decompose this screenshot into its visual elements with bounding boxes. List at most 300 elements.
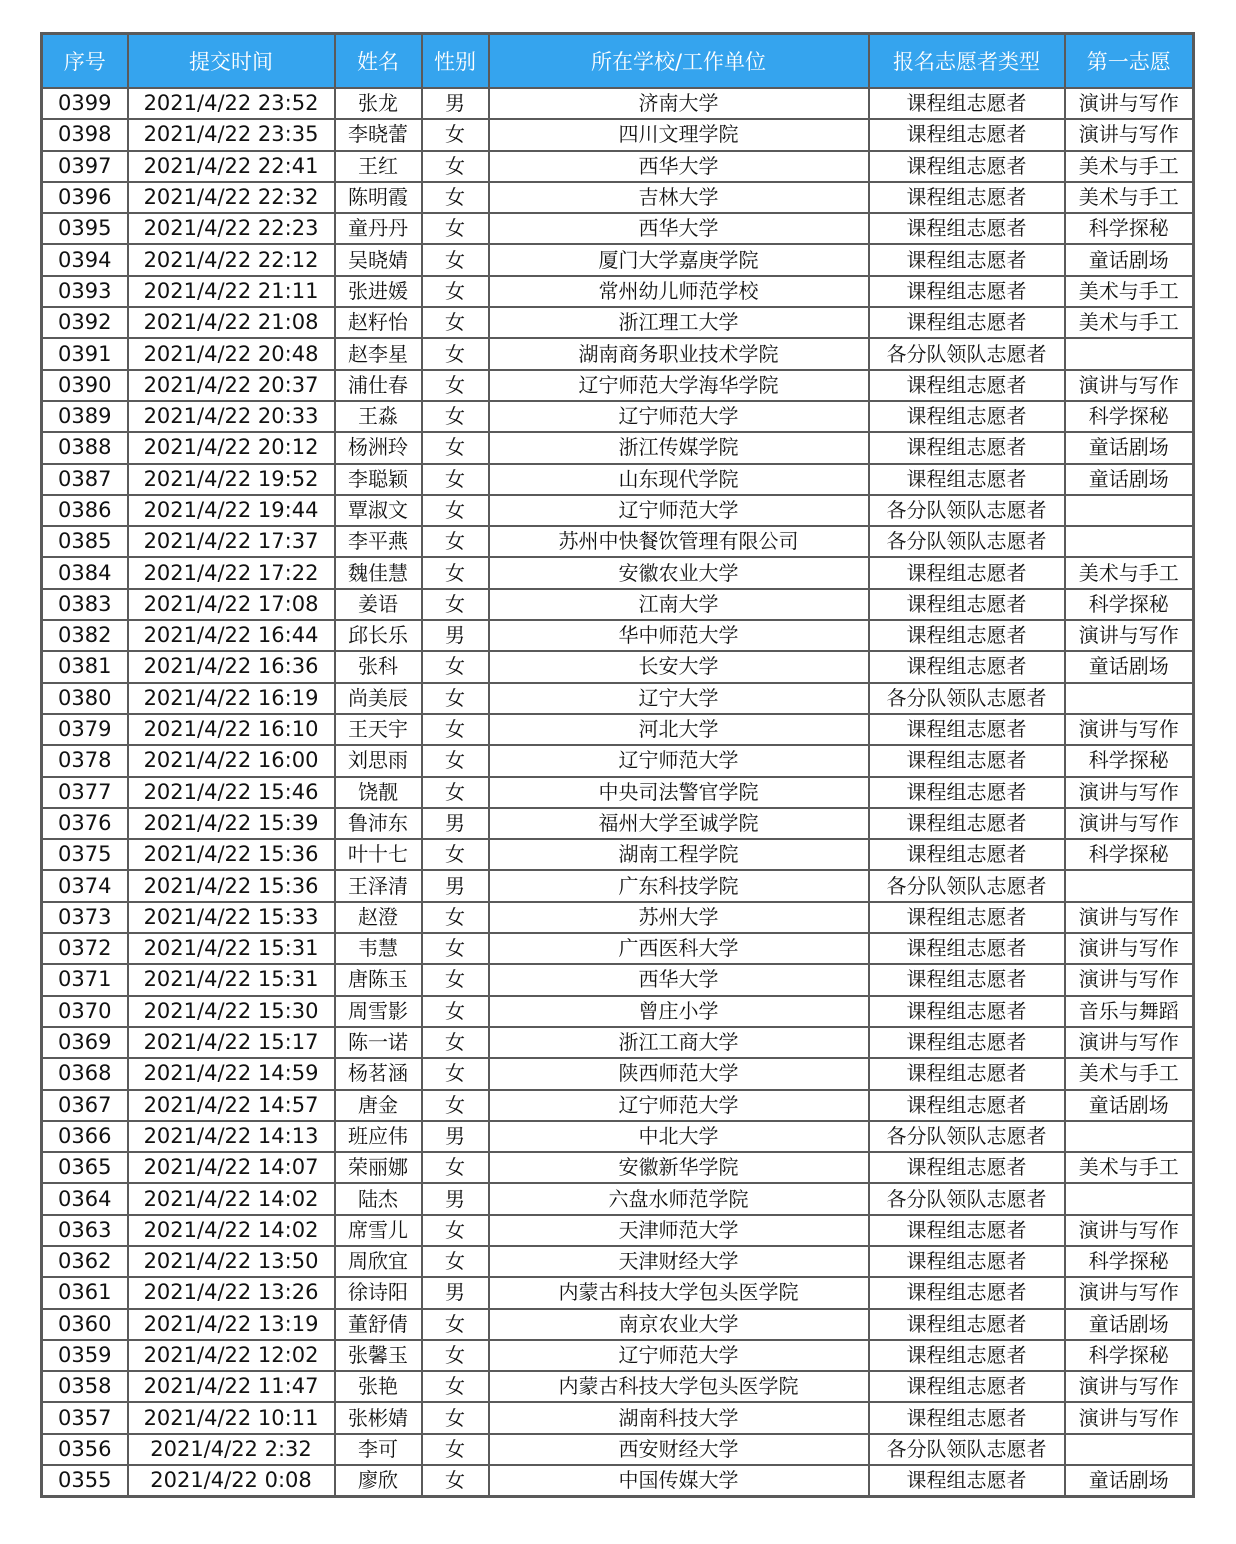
cell-school: 江南大学 bbox=[489, 589, 869, 620]
cell-first-choice: 演讲与写作 bbox=[1065, 964, 1194, 995]
cell-gender: 女 bbox=[422, 526, 489, 557]
table-row bbox=[42, 933, 1194, 964]
cell-volunteer-type: 课程组志愿者 bbox=[869, 1277, 1065, 1308]
cell-school: 中北大学 bbox=[489, 1121, 869, 1152]
cell-gender: 女 bbox=[422, 1090, 489, 1121]
cell-id: 0361 bbox=[42, 1277, 128, 1308]
cell-first-choice bbox=[1065, 1183, 1194, 1214]
cell-school: 苏州中快餐饮管理有限公司 bbox=[489, 526, 869, 557]
cell-volunteer-type: 课程组志愿者 bbox=[869, 88, 1065, 119]
cell-first-choice: 科学探秘 bbox=[1065, 839, 1194, 870]
cell-gender: 女 bbox=[422, 964, 489, 995]
table-row bbox=[42, 777, 1194, 808]
cell-submit-time: 2021/4/22 11:47 bbox=[128, 1371, 335, 1402]
cell-volunteer-type: 课程组志愿者 bbox=[869, 1246, 1065, 1277]
cell-first-choice: 童话剧场 bbox=[1065, 1309, 1194, 1340]
cell-volunteer-type: 课程组志愿者 bbox=[869, 808, 1065, 839]
cell-id: 0357 bbox=[42, 1402, 128, 1433]
col-header-name: 姓名 bbox=[335, 34, 422, 89]
table-header bbox=[42, 34, 1194, 89]
cell-submit-time: 2021/4/22 21:11 bbox=[128, 276, 335, 307]
cell-submit-time: 2021/4/22 17:22 bbox=[128, 557, 335, 588]
cell-gender: 女 bbox=[422, 651, 489, 682]
cell-first-choice: 童话剧场 bbox=[1065, 244, 1194, 275]
cell-volunteer-type: 课程组志愿者 bbox=[869, 1152, 1065, 1183]
cell-id: 0398 bbox=[42, 119, 128, 150]
cell-gender: 女 bbox=[422, 1434, 489, 1465]
cell-id: 0399 bbox=[42, 88, 128, 119]
cell-gender: 女 bbox=[422, 182, 489, 213]
cell-first-choice: 美术与手工 bbox=[1065, 1058, 1194, 1089]
cell-id: 0359 bbox=[42, 1340, 128, 1371]
cell-id: 0374 bbox=[42, 870, 128, 901]
cell-name: 李平燕 bbox=[335, 526, 422, 557]
cell-school: 华中师范大学 bbox=[489, 620, 869, 651]
cell-school: 陕西师范大学 bbox=[489, 1058, 869, 1089]
table-row bbox=[42, 1058, 1194, 1089]
cell-volunteer-type: 各分队领队志愿者 bbox=[869, 1183, 1065, 1214]
cell-first-choice bbox=[1065, 526, 1194, 557]
table-row bbox=[42, 902, 1194, 933]
cell-submit-time: 2021/4/22 22:12 bbox=[128, 244, 335, 275]
cell-submit-time: 2021/4/22 15:31 bbox=[128, 964, 335, 995]
cell-volunteer-type: 各分队领队志愿者 bbox=[869, 1434, 1065, 1465]
cell-school: 西华大学 bbox=[489, 964, 869, 995]
cell-school: 西安财经大学 bbox=[489, 1434, 869, 1465]
cell-first-choice: 演讲与写作 bbox=[1065, 88, 1194, 119]
cell-volunteer-type: 课程组志愿者 bbox=[869, 902, 1065, 933]
cell-school: 安徽新华学院 bbox=[489, 1152, 869, 1183]
cell-gender: 男 bbox=[422, 1121, 489, 1152]
cell-id: 0366 bbox=[42, 1121, 128, 1152]
cell-submit-time: 2021/4/22 17:37 bbox=[128, 526, 335, 557]
cell-submit-time: 2021/4/22 15:31 bbox=[128, 933, 335, 964]
cell-first-choice: 美术与手工 bbox=[1065, 557, 1194, 588]
cell-volunteer-type: 课程组志愿者 bbox=[869, 933, 1065, 964]
cell-name: 周雪影 bbox=[335, 996, 422, 1027]
cell-school: 南京农业大学 bbox=[489, 1309, 869, 1340]
cell-id: 0364 bbox=[42, 1183, 128, 1214]
cell-submit-time: 2021/4/22 15:30 bbox=[128, 996, 335, 1027]
cell-gender: 女 bbox=[422, 307, 489, 338]
cell-id: 0381 bbox=[42, 651, 128, 682]
table-row bbox=[42, 244, 1194, 275]
cell-id: 0380 bbox=[42, 683, 128, 714]
table-row bbox=[42, 464, 1194, 495]
table-row bbox=[42, 589, 1194, 620]
cell-volunteer-type: 课程组志愿者 bbox=[869, 557, 1065, 588]
table-body bbox=[42, 88, 1194, 1497]
cell-first-choice: 演讲与写作 bbox=[1065, 714, 1194, 745]
table-row bbox=[42, 88, 1194, 119]
cell-school: 辽宁师范大学 bbox=[489, 1340, 869, 1371]
table-row bbox=[42, 151, 1194, 182]
table-row bbox=[42, 495, 1194, 526]
cell-volunteer-type: 各分队领队志愿者 bbox=[869, 870, 1065, 901]
table-row bbox=[42, 1434, 1194, 1465]
cell-submit-time: 2021/4/22 15:46 bbox=[128, 777, 335, 808]
cell-first-choice: 美术与手工 bbox=[1065, 182, 1194, 213]
cell-gender: 女 bbox=[422, 1215, 489, 1246]
table-row bbox=[42, 213, 1194, 244]
cell-gender: 女 bbox=[422, 1402, 489, 1433]
cell-school: 济南大学 bbox=[489, 88, 869, 119]
cell-gender: 女 bbox=[422, 276, 489, 307]
cell-name: 赵澄 bbox=[335, 902, 422, 933]
cell-name: 唐金 bbox=[335, 1090, 422, 1121]
cell-first-choice bbox=[1065, 495, 1194, 526]
cell-name: 陆杰 bbox=[335, 1183, 422, 1214]
table-row bbox=[42, 1152, 1194, 1183]
cell-gender: 女 bbox=[422, 338, 489, 369]
table-row bbox=[42, 1340, 1194, 1371]
cell-id: 0384 bbox=[42, 557, 128, 588]
cell-first-choice: 童话剧场 bbox=[1065, 432, 1194, 463]
cell-id: 0388 bbox=[42, 432, 128, 463]
cell-volunteer-type: 课程组志愿者 bbox=[869, 276, 1065, 307]
cell-gender: 女 bbox=[422, 777, 489, 808]
cell-school: 中国传媒大学 bbox=[489, 1465, 869, 1497]
cell-submit-time: 2021/4/22 23:52 bbox=[128, 88, 335, 119]
cell-volunteer-type: 课程组志愿者 bbox=[869, 1402, 1065, 1433]
cell-volunteer-type: 课程组志愿者 bbox=[869, 1309, 1065, 1340]
cell-gender: 女 bbox=[422, 119, 489, 150]
cell-first-choice: 演讲与写作 bbox=[1065, 1277, 1194, 1308]
cell-id: 0368 bbox=[42, 1058, 128, 1089]
cell-first-choice: 演讲与写作 bbox=[1065, 119, 1194, 150]
cell-volunteer-type: 课程组志愿者 bbox=[869, 745, 1065, 776]
table-row bbox=[42, 1309, 1194, 1340]
cell-school: 中央司法警官学院 bbox=[489, 777, 869, 808]
cell-name: 张艳 bbox=[335, 1371, 422, 1402]
cell-gender: 女 bbox=[422, 1371, 489, 1402]
cell-gender: 男 bbox=[422, 1183, 489, 1214]
cell-id: 0356 bbox=[42, 1434, 128, 1465]
cell-school: 曾庄小学 bbox=[489, 996, 869, 1027]
cell-submit-time: 2021/4/22 14:59 bbox=[128, 1058, 335, 1089]
cell-gender: 女 bbox=[422, 495, 489, 526]
cell-school: 六盘水师范学院 bbox=[489, 1183, 869, 1214]
cell-volunteer-type: 课程组志愿者 bbox=[869, 1215, 1065, 1246]
cell-first-choice: 童话剧场 bbox=[1065, 1090, 1194, 1121]
cell-name: 韦慧 bbox=[335, 933, 422, 964]
cell-submit-time: 2021/4/22 15:36 bbox=[128, 870, 335, 901]
cell-name: 陈明霞 bbox=[335, 182, 422, 213]
cell-school: 辽宁师范大学 bbox=[489, 495, 869, 526]
cell-submit-time: 2021/4/22 10:11 bbox=[128, 1402, 335, 1433]
cell-first-choice: 演讲与写作 bbox=[1065, 933, 1194, 964]
cell-id: 0387 bbox=[42, 464, 128, 495]
cell-submit-time: 2021/4/22 13:50 bbox=[128, 1246, 335, 1277]
cell-volunteer-type: 课程组志愿者 bbox=[869, 964, 1065, 995]
cell-id: 0367 bbox=[42, 1090, 128, 1121]
cell-submit-time: 2021/4/22 16:36 bbox=[128, 651, 335, 682]
cell-volunteer-type: 课程组志愿者 bbox=[869, 213, 1065, 244]
cell-first-choice: 科学探秘 bbox=[1065, 1246, 1194, 1277]
cell-id: 0397 bbox=[42, 151, 128, 182]
cell-school: 吉林大学 bbox=[489, 182, 869, 213]
table-row bbox=[42, 1183, 1194, 1214]
cell-id: 0365 bbox=[42, 1152, 128, 1183]
cell-school: 辽宁师范大学 bbox=[489, 745, 869, 776]
cell-id: 0362 bbox=[42, 1246, 128, 1277]
cell-submit-time: 2021/4/22 19:44 bbox=[128, 495, 335, 526]
table-row bbox=[42, 651, 1194, 682]
cell-name: 徐诗阳 bbox=[335, 1277, 422, 1308]
cell-name: 杨茗涵 bbox=[335, 1058, 422, 1089]
cell-name: 尚美辰 bbox=[335, 683, 422, 714]
col-header-school: 所在学校/工作单位 bbox=[489, 34, 869, 89]
cell-name: 王红 bbox=[335, 151, 422, 182]
cell-first-choice: 美术与手工 bbox=[1065, 1152, 1194, 1183]
cell-gender: 女 bbox=[422, 714, 489, 745]
cell-first-choice: 演讲与写作 bbox=[1065, 1215, 1194, 1246]
cell-id: 0375 bbox=[42, 839, 128, 870]
table-row bbox=[42, 432, 1194, 463]
cell-first-choice: 美术与手工 bbox=[1065, 307, 1194, 338]
table-row bbox=[42, 1402, 1194, 1433]
cell-name: 覃淑文 bbox=[335, 495, 422, 526]
table-row bbox=[42, 1090, 1194, 1121]
cell-id: 0390 bbox=[42, 370, 128, 401]
cell-first-choice: 演讲与写作 bbox=[1065, 808, 1194, 839]
cell-name: 陈一诺 bbox=[335, 1027, 422, 1058]
cell-submit-time: 2021/4/22 22:23 bbox=[128, 213, 335, 244]
cell-submit-time: 2021/4/22 19:52 bbox=[128, 464, 335, 495]
cell-submit-time: 2021/4/22 13:26 bbox=[128, 1277, 335, 1308]
col-header-first-choice: 第一志愿 bbox=[1065, 34, 1194, 89]
cell-name: 童丹丹 bbox=[335, 213, 422, 244]
cell-school: 天津师范大学 bbox=[489, 1215, 869, 1246]
col-header-id: 序号 bbox=[42, 34, 128, 89]
cell-name: 王泽清 bbox=[335, 870, 422, 901]
cell-first-choice: 科学探秘 bbox=[1065, 213, 1194, 244]
cell-volunteer-type: 课程组志愿者 bbox=[869, 589, 1065, 620]
cell-submit-time: 2021/4/22 20:12 bbox=[128, 432, 335, 463]
cell-name: 唐陈玉 bbox=[335, 964, 422, 995]
table-row bbox=[42, 119, 1194, 150]
cell-name: 叶十七 bbox=[335, 839, 422, 870]
cell-id: 0372 bbox=[42, 933, 128, 964]
cell-gender: 女 bbox=[422, 1246, 489, 1277]
cell-first-choice: 演讲与写作 bbox=[1065, 1371, 1194, 1402]
cell-school: 苏州大学 bbox=[489, 902, 869, 933]
cell-volunteer-type: 课程组志愿者 bbox=[869, 996, 1065, 1027]
table-row bbox=[42, 401, 1194, 432]
table-row bbox=[42, 1246, 1194, 1277]
cell-school: 河北大学 bbox=[489, 714, 869, 745]
cell-school: 浙江传媒学院 bbox=[489, 432, 869, 463]
cell-volunteer-type: 课程组志愿者 bbox=[869, 620, 1065, 651]
cell-first-choice: 美术与手工 bbox=[1065, 151, 1194, 182]
cell-name: 李可 bbox=[335, 1434, 422, 1465]
cell-school: 内蒙古科技大学包头医学院 bbox=[489, 1371, 869, 1402]
cell-school: 湖南商务职业技术学院 bbox=[489, 338, 869, 369]
cell-gender: 女 bbox=[422, 370, 489, 401]
cell-volunteer-type: 课程组志愿者 bbox=[869, 307, 1065, 338]
cell-submit-time: 2021/4/22 14:07 bbox=[128, 1152, 335, 1183]
cell-volunteer-type: 课程组志愿者 bbox=[869, 1090, 1065, 1121]
cell-name: 赵李星 bbox=[335, 338, 422, 369]
cell-first-choice: 演讲与写作 bbox=[1065, 777, 1194, 808]
cell-volunteer-type: 课程组志愿者 bbox=[869, 714, 1065, 745]
cell-volunteer-type: 课程组志愿者 bbox=[869, 1340, 1065, 1371]
cell-volunteer-type: 课程组志愿者 bbox=[869, 119, 1065, 150]
cell-first-choice: 童话剧场 bbox=[1065, 651, 1194, 682]
cell-name: 董舒倩 bbox=[335, 1309, 422, 1340]
cell-name: 张彬婧 bbox=[335, 1402, 422, 1433]
cell-submit-time: 2021/4/22 22:41 bbox=[128, 151, 335, 182]
cell-submit-time: 2021/4/22 20:33 bbox=[128, 401, 335, 432]
cell-gender: 男 bbox=[422, 870, 489, 901]
col-header-volunteer-type: 报名志愿者类型 bbox=[869, 34, 1065, 89]
cell-submit-time: 2021/4/22 14:02 bbox=[128, 1215, 335, 1246]
table-row bbox=[42, 1215, 1194, 1246]
cell-school: 厦门大学嘉庚学院 bbox=[489, 244, 869, 275]
cell-volunteer-type: 课程组志愿者 bbox=[869, 839, 1065, 870]
cell-name: 廖欣 bbox=[335, 1465, 422, 1497]
cell-name: 浦仕春 bbox=[335, 370, 422, 401]
cell-volunteer-type: 课程组志愿者 bbox=[869, 244, 1065, 275]
cell-gender: 女 bbox=[422, 1309, 489, 1340]
cell-name: 张龙 bbox=[335, 88, 422, 119]
cell-id: 0393 bbox=[42, 276, 128, 307]
cell-submit-time: 2021/4/22 13:19 bbox=[128, 1309, 335, 1340]
cell-id: 0391 bbox=[42, 338, 128, 369]
header-row bbox=[42, 34, 1194, 89]
table-row bbox=[42, 526, 1194, 557]
cell-id: 0396 bbox=[42, 182, 128, 213]
cell-first-choice: 童话剧场 bbox=[1065, 1465, 1194, 1497]
cell-volunteer-type: 各分队领队志愿者 bbox=[869, 495, 1065, 526]
cell-gender: 女 bbox=[422, 1340, 489, 1371]
cell-volunteer-type: 课程组志愿者 bbox=[869, 1371, 1065, 1402]
cell-school: 辽宁大学 bbox=[489, 683, 869, 714]
cell-volunteer-type: 各分队领队志愿者 bbox=[869, 683, 1065, 714]
cell-gender: 女 bbox=[422, 933, 489, 964]
cell-volunteer-type: 课程组志愿者 bbox=[869, 370, 1065, 401]
table-row bbox=[42, 182, 1194, 213]
cell-gender: 女 bbox=[422, 996, 489, 1027]
cell-id: 0376 bbox=[42, 808, 128, 839]
cell-name: 李晓蕾 bbox=[335, 119, 422, 150]
cell-gender: 女 bbox=[422, 902, 489, 933]
cell-first-choice: 演讲与写作 bbox=[1065, 370, 1194, 401]
cell-name: 王天宇 bbox=[335, 714, 422, 745]
table-row bbox=[42, 964, 1194, 995]
cell-first-choice: 科学探秘 bbox=[1065, 1340, 1194, 1371]
cell-school: 内蒙古科技大学包头医学院 bbox=[489, 1277, 869, 1308]
cell-id: 0373 bbox=[42, 902, 128, 933]
cell-submit-time: 2021/4/22 14:57 bbox=[128, 1090, 335, 1121]
col-header-submit-time: 提交时间 bbox=[128, 34, 335, 89]
cell-name: 鲁沛东 bbox=[335, 808, 422, 839]
cell-school: 浙江理工大学 bbox=[489, 307, 869, 338]
cell-gender: 女 bbox=[422, 839, 489, 870]
table-row bbox=[42, 714, 1194, 745]
table-row bbox=[42, 1371, 1194, 1402]
cell-name: 吴晓婧 bbox=[335, 244, 422, 275]
cell-name: 刘思雨 bbox=[335, 745, 422, 776]
cell-first-choice: 科学探秘 bbox=[1065, 401, 1194, 432]
cell-first-choice bbox=[1065, 1434, 1194, 1465]
cell-id: 0394 bbox=[42, 244, 128, 275]
cell-submit-time: 2021/4/22 15:33 bbox=[128, 902, 335, 933]
cell-gender: 男 bbox=[422, 620, 489, 651]
cell-id: 0389 bbox=[42, 401, 128, 432]
cell-school: 辽宁师范大学海华学院 bbox=[489, 370, 869, 401]
cell-gender: 女 bbox=[422, 1058, 489, 1089]
cell-name: 杨洲玲 bbox=[335, 432, 422, 463]
table-row bbox=[42, 1277, 1194, 1308]
cell-gender: 女 bbox=[422, 151, 489, 182]
cell-first-choice bbox=[1065, 870, 1194, 901]
cell-name: 席雪儿 bbox=[335, 1215, 422, 1246]
table-row bbox=[42, 557, 1194, 588]
cell-volunteer-type: 各分队领队志愿者 bbox=[869, 338, 1065, 369]
cell-gender: 女 bbox=[422, 557, 489, 588]
cell-school: 西华大学 bbox=[489, 213, 869, 244]
cell-id: 0360 bbox=[42, 1309, 128, 1340]
cell-submit-time: 2021/4/22 15:17 bbox=[128, 1027, 335, 1058]
cell-first-choice: 音乐与舞蹈 bbox=[1065, 996, 1194, 1027]
cell-volunteer-type: 课程组志愿者 bbox=[869, 777, 1065, 808]
table-row bbox=[42, 870, 1194, 901]
cell-school: 浙江工商大学 bbox=[489, 1027, 869, 1058]
cell-gender: 男 bbox=[422, 88, 489, 119]
cell-first-choice bbox=[1065, 683, 1194, 714]
cell-name: 姜语 bbox=[335, 589, 422, 620]
cell-volunteer-type: 课程组志愿者 bbox=[869, 651, 1065, 682]
table-row bbox=[42, 276, 1194, 307]
cell-name: 班应伟 bbox=[335, 1121, 422, 1152]
cell-school: 广西医科大学 bbox=[489, 933, 869, 964]
cell-gender: 女 bbox=[422, 432, 489, 463]
table-row bbox=[42, 745, 1194, 776]
cell-school: 辽宁师范大学 bbox=[489, 401, 869, 432]
cell-id: 0395 bbox=[42, 213, 128, 244]
cell-gender: 男 bbox=[422, 808, 489, 839]
cell-volunteer-type: 课程组志愿者 bbox=[869, 182, 1065, 213]
cell-id: 0363 bbox=[42, 1215, 128, 1246]
cell-school: 湖南工程学院 bbox=[489, 839, 869, 870]
cell-submit-time: 2021/4/22 21:08 bbox=[128, 307, 335, 338]
cell-school: 西华大学 bbox=[489, 151, 869, 182]
cell-id: 0379 bbox=[42, 714, 128, 745]
table-row bbox=[42, 808, 1194, 839]
cell-first-choice: 演讲与写作 bbox=[1065, 902, 1194, 933]
cell-submit-time: 2021/4/22 2:32 bbox=[128, 1434, 335, 1465]
cell-volunteer-type: 课程组志愿者 bbox=[869, 151, 1065, 182]
table-row bbox=[42, 996, 1194, 1027]
cell-submit-time: 2021/4/22 14:02 bbox=[128, 1183, 335, 1214]
cell-first-choice: 科学探秘 bbox=[1065, 745, 1194, 776]
cell-gender: 女 bbox=[422, 745, 489, 776]
cell-school: 安徽农业大学 bbox=[489, 557, 869, 588]
cell-school: 广东科技学院 bbox=[489, 870, 869, 901]
cell-school: 福州大学至诚学院 bbox=[489, 808, 869, 839]
table-row bbox=[42, 683, 1194, 714]
cell-gender: 女 bbox=[422, 683, 489, 714]
cell-first-choice bbox=[1065, 1121, 1194, 1152]
cell-volunteer-type: 课程组志愿者 bbox=[869, 432, 1065, 463]
cell-gender: 女 bbox=[422, 1465, 489, 1497]
col-header-gender: 性别 bbox=[422, 34, 489, 89]
cell-submit-time: 2021/4/22 16:10 bbox=[128, 714, 335, 745]
cell-name: 赵籽怡 bbox=[335, 307, 422, 338]
cell-school: 湖南科技大学 bbox=[489, 1402, 869, 1433]
cell-submit-time: 2021/4/22 16:00 bbox=[128, 745, 335, 776]
